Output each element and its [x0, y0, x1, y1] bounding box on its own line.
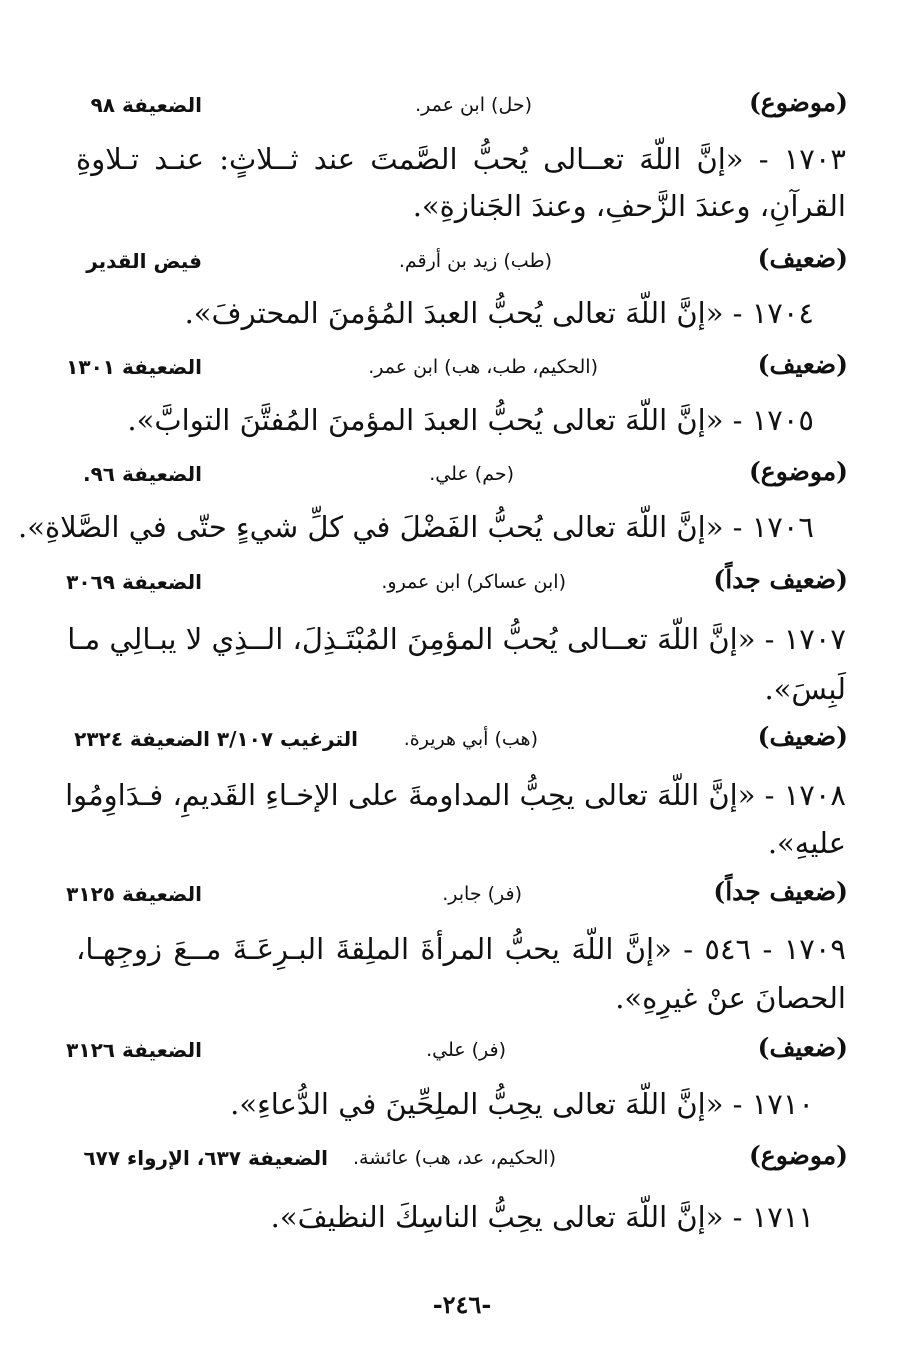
grade-label: (ضعيف): [757, 1033, 848, 1062]
source-citation: (الحكيم، طب، هب) ابن عمر.: [368, 356, 598, 378]
reference-note: الضعيفة ٩٨: [90, 93, 202, 117]
source-citation: (حل) ابن عمر.: [415, 94, 532, 116]
grade-label: (موضوع): [748, 457, 848, 486]
source-citation: (هب) أبي هريرة.: [403, 728, 538, 750]
hadith-text: ١٧٠٤ - «إنَّ اللّهَ تعالى يُحبُّ العبدَ المُؤمنَ المحترفَ».: [184, 296, 814, 330]
hadith-text-continued: عليهِ».: [767, 826, 846, 860]
source-citation: (ابن عساكر) ابن عمرو.: [381, 571, 566, 593]
reference-note: الضعيفة ٣٠٦٩: [66, 570, 202, 594]
reference-note: الضعيفة ٣١٢٦: [66, 1038, 202, 1062]
reference-note: فيض القدير: [86, 249, 202, 273]
grade-label: (ضعيف جداً): [713, 877, 848, 906]
hadith-text: ١٧١٠ - «إنَّ اللّهَ تعالى يحِبُّ الملِحِّينَ في الدُّعاءِ».: [230, 1087, 814, 1121]
source-citation: (فر) جابر.: [442, 883, 522, 905]
hadith-text-continued: القرآنِ، وعندَ الزَّحفِ، وعندَ الجَنازةِ».: [412, 189, 846, 223]
hadith-text: ١٧٠٣ - «إنَّ اللّهَ تعــالى يُحبُّ الصَّمتَ عند ثــلاثٍ: عنـد تـلاوةِ: [76, 142, 846, 176]
hadith-text-continued: لَبِسَ».: [764, 672, 846, 706]
reference-note: الترغيب ٣/١٠٧ الضعيفة ٢٣٢٤: [74, 727, 358, 751]
grade-label: (موضوع): [748, 1141, 848, 1170]
hadith-text: ١٧٠٥ - «إنَّ اللّهَ تعالى يُحبُّ العبدَ المؤمنَ المُفتَّنَ التوابَّ».: [127, 403, 814, 437]
hadith-text: ١٧١١ - «إنَّ اللّهَ تعالى يحِبُّ الناسِكَ النظيفَ».: [270, 1200, 814, 1234]
hadith-text: ١٧٠٧ - «إنَّ اللّهَ تعــالى يُحبُّ المؤمِنَ المُبْتَـذِلَ، الــذِي لا يبـالِي مـا: [67, 622, 846, 656]
grade-label: (ضعيف): [757, 350, 848, 379]
hadith-text: ١٧٠٩ - ٥٤٦ - «إنَّ اللّهَ يحبُّ المرأةَ الملِقةَ البـرِعَـةَ مــعَ زوجِهـا،: [76, 932, 846, 966]
reference-note: الضعيفة ٩٦.: [82, 462, 202, 486]
hadith-text: ١٧٠٦ - «إنَّ اللّهَ تعالى يُحبُّ الفَضْلَ في كلِّ شيءٍ حتّى في الصَّلاةِ».: [17, 510, 814, 544]
grade-label: (ضعيف): [757, 722, 848, 751]
reference-note: الضعيفة ٣١٢٥: [66, 882, 202, 906]
source-citation: (الحكيم، عد، هب) عائشة.: [353, 1147, 556, 1169]
grade-label: (ضعيف جداً): [713, 565, 848, 594]
reference-note: الضعيفة ٦٣٧، الإرواء ٦٧٧: [83, 1146, 328, 1170]
grade-label: (ضعيف): [757, 244, 848, 273]
hadith-text-continued: الحصانَ عنْ غيرِهِ».: [615, 981, 846, 1015]
source-citation: (حم) علي.: [429, 463, 514, 485]
hadith-text: ١٧٠٨ - «إنَّ اللّهَ تعالى يحِبُّ المداومةَ على الإخـاءِ القَديمِ، فـدَاوِمُوا: [65, 778, 846, 812]
source-citation: (فر) علي.: [426, 1039, 506, 1061]
source-citation: (طب) زيد بن أرقم.: [398, 250, 552, 272]
reference-note: الضعيفة ١٣٠١: [66, 355, 202, 379]
grade-label: (موضوع): [748, 88, 848, 117]
page-number: -٢٤٦-: [432, 1290, 492, 1319]
